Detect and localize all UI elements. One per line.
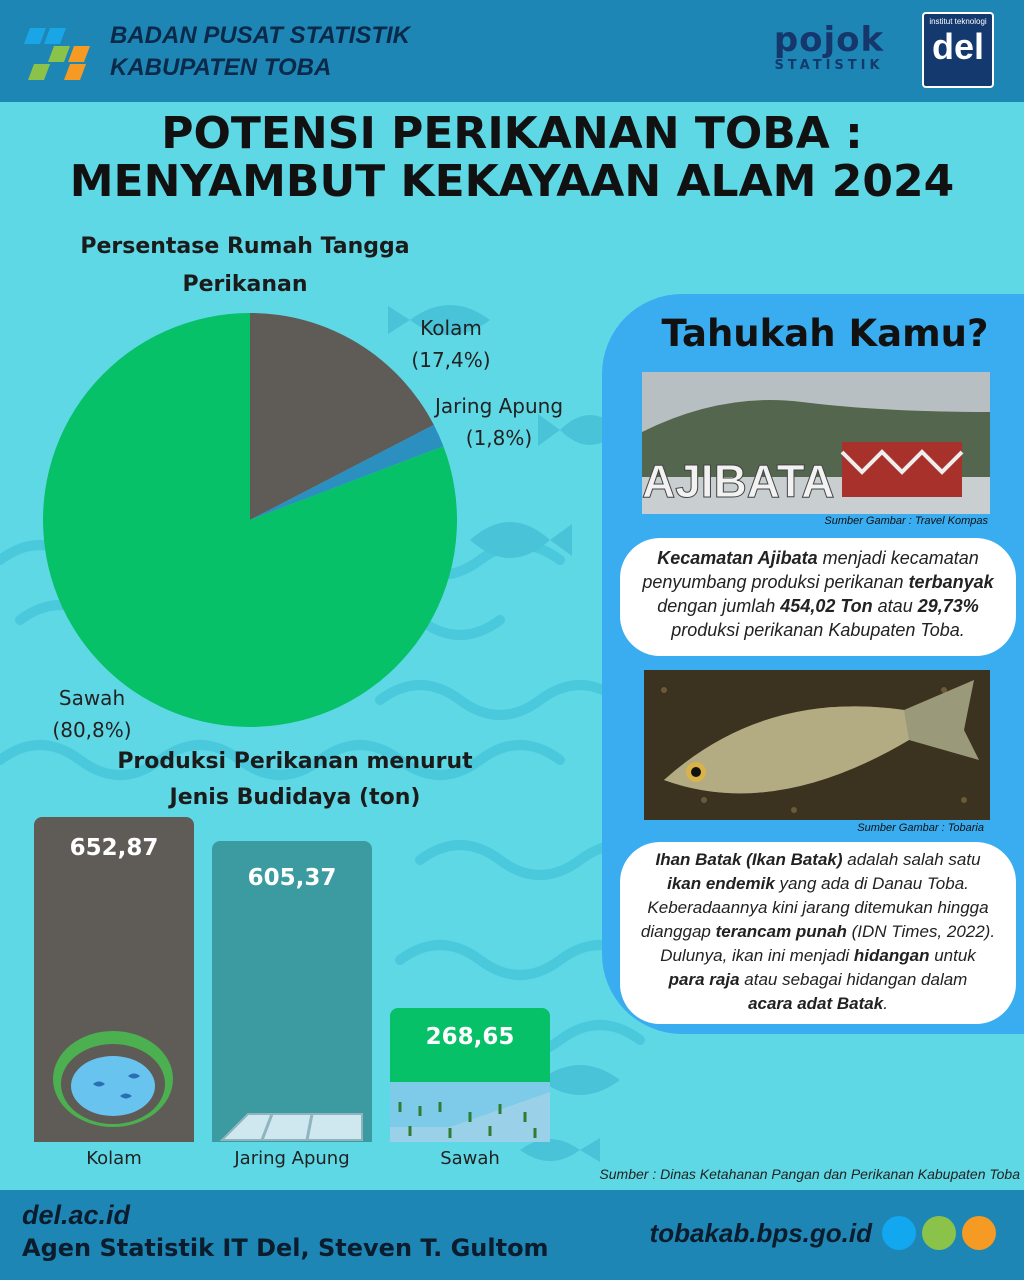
bar-jaring-apung	[212, 841, 372, 1142]
card2-text: yang ada di Danau Toba.	[774, 874, 969, 893]
pie-label-jaring-apung-value: (1,8%)	[465, 426, 533, 450]
card2-text: (IDN Times, 2022).	[846, 922, 996, 941]
pie-label-sawah-value: (80,8%)	[52, 718, 132, 742]
photo1-credit: Sumber Gambar : Travel Kompas	[824, 515, 988, 527]
pie-title-line2: Perikanan	[182, 272, 308, 297]
card2-text: atau sebagai hidangan dalam	[739, 970, 968, 989]
card2-bold-ihan-batak: Ihan Batak (Ikan Batak)	[655, 850, 843, 869]
info-card-ikan-batak	[620, 842, 1016, 1024]
card2-bold-endemik: ikan endemik	[667, 874, 775, 893]
bar-title-line1: Produksi Perikanan menurut	[117, 749, 473, 774]
pojok-logo-title: pojok	[773, 20, 885, 60]
pie-chart	[0, 0, 600, 760]
pie-label-kolam-value: (17,4%)	[411, 348, 491, 372]
card1-text: atau	[872, 596, 918, 616]
footer-dot-green	[922, 1216, 956, 1250]
card2-bold-raja: para raja	[668, 970, 740, 989]
bar-category-jaring-apung: Jaring Apung	[234, 1148, 350, 1169]
pie-label-jaring-apung-name: Jaring Apung	[434, 394, 564, 418]
card1-text: menjadi kecamatan	[817, 548, 979, 568]
card2-text: dianggap	[640, 922, 716, 941]
data-source-note: Sumber : Dinas Ketahanan Pangan dan Perikanan Kabupaten Toba	[599, 1166, 1020, 1182]
pie-title-line1: Persentase Rumah Tangga	[80, 234, 410, 259]
bar-value-kolam: 652,87	[69, 835, 159, 861]
card1-text: dengan jumlah	[657, 596, 781, 616]
bar-category-sawah: Sawah	[440, 1148, 500, 1169]
ajibata-photo-image	[642, 372, 990, 514]
floating-net-icon	[212, 1102, 372, 1142]
pojok-logo-subtitle: STATISTIK	[774, 58, 884, 73]
card1-bold-ajibata: Kecamatan Ajibata	[657, 548, 818, 568]
pie-label-kolam	[396, 312, 506, 376]
card1-bold-terbanyak: terbanyak	[908, 572, 994, 592]
bar-category-kolam: Kolam	[86, 1148, 142, 1169]
pie-label-jaring-apung	[428, 390, 570, 454]
pie-label-sawah-name: Sawah	[58, 686, 126, 710]
card2-bold-hidangan: hidangan	[853, 946, 930, 965]
bar-sawah	[390, 1008, 550, 1142]
footer-dot-blue	[882, 1216, 916, 1250]
title-line2: MENYAMBUT KEKAYAAN ALAM 2024	[69, 156, 955, 207]
card1-bold-percent: 29,73%	[917, 596, 979, 616]
photo2-credit: Sumber Gambar : Tobaria	[857, 822, 984, 834]
organization-line2: KABUPATEN TOBA	[110, 54, 332, 81]
rice-field-icon	[390, 1082, 550, 1142]
footer-del-url[interactable]: del.ac.id	[22, 1200, 131, 1230]
bar-value-sawah: 268,65	[425, 1024, 515, 1051]
card2-text: Dulunya, ikan ini menjadi	[660, 946, 854, 965]
bar-value-jaring-apung: 605,37	[247, 864, 337, 891]
del-logo-wordmark: del	[931, 26, 984, 67]
card2-text: .	[883, 994, 888, 1013]
footer-bps-url[interactable]: tobakab.bps.go.id	[649, 1218, 872, 1248]
card2-text: untuk	[929, 946, 976, 965]
panel-title: Tahukah Kamu?	[661, 312, 989, 355]
ikan-batak-photo	[644, 670, 990, 820]
card1-text: produksi perikanan Kabupaten Toba.	[671, 620, 965, 640]
footer-agent-name: Agen Statistik IT Del, Steven T. Gultom	[22, 1234, 549, 1262]
del-logo-caption: institut teknologi	[929, 17, 987, 26]
card2-bold-adat: acara adat Batak	[748, 994, 884, 1013]
pond-icon	[48, 1024, 178, 1134]
pojok-statistik-logo	[764, 22, 894, 73]
ajibata-photo	[642, 372, 990, 514]
bar-title-line2: Jenis Budidaya (ton)	[169, 785, 421, 810]
bar-kolam	[34, 817, 194, 1142]
info-card-ajibata	[620, 538, 1016, 656]
title-line1: POTENSI PERIKANAN TOBA :	[161, 108, 863, 159]
card2-bold-punah: terancam punah	[715, 922, 847, 941]
organization-line1: BADAN PUSAT STATISTIK	[110, 22, 410, 49]
card2-text: adalah salah satu	[842, 850, 981, 869]
bar-chart-title	[100, 744, 490, 816]
card1-text: penyumbang produksi perikanan	[642, 572, 909, 592]
card2-text: Keberadaannya kini jarang ditemukan hingga	[647, 898, 989, 917]
pie-label-kolam-name: Kolam	[420, 316, 482, 340]
ajibata-sign-text: AJIBATA	[642, 455, 835, 507]
footer-dot-orange	[962, 1216, 996, 1250]
card1-bold-ton: 454,02 Ton	[780, 596, 873, 616]
del-logo	[922, 12, 994, 88]
ikan-batak-photo-image	[644, 670, 990, 820]
pie-label-sawah	[42, 682, 142, 746]
